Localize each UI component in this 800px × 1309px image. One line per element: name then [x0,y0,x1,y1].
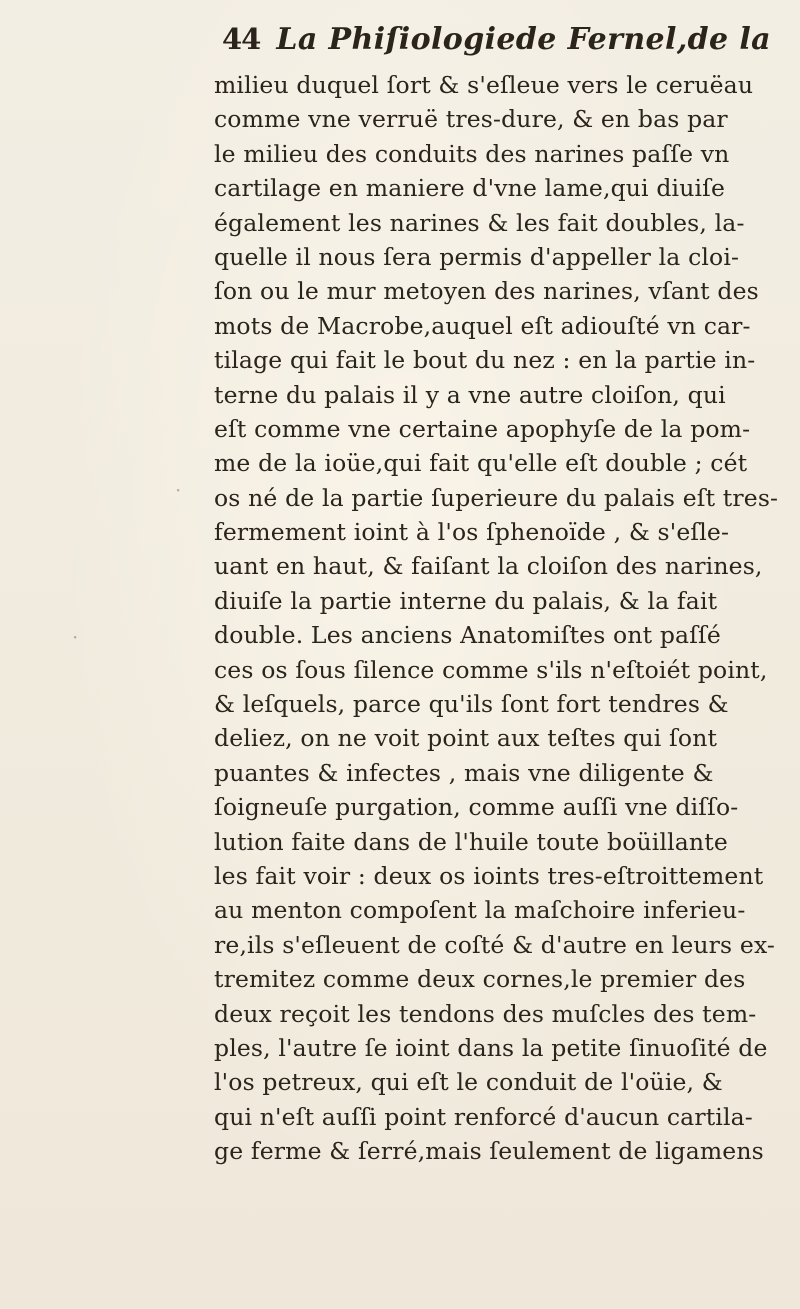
text-line: deux reçoit les tendons des muſcles des tem- [214,999,757,1028]
text-line: mots de Macrobe,auquel eſt adiouſté vn car- [214,311,751,340]
text-line: diuiſe la partie interne du palais, & la fait [214,586,718,615]
text-line: ge ferme & ſerré,mais ſeulement de ligamens [214,1137,764,1166]
text-line: lution faite dans de l'huile toute boüillante [214,827,728,856]
text-line: deliez, on ne voit point aux teſtes qui ſont [214,724,718,753]
text-line: ſon ou le mur metoyen des narines, vſant des [214,277,759,306]
text-line: cartilage en maniere d'vne lame,qui diuiſe [214,174,726,203]
running-title: La Phiſiologiede Fernel,de la [276,22,772,57]
text-line: le milieu des conduits des narines paſſe vn [214,139,730,168]
page-number: 44 [222,22,261,56]
text-line: qui n'eſt auſſi point renforcé d'aucun cartila- [214,1102,753,1131]
text-line: l'os petreux, qui eſt le conduit de l'oüie, & [214,1068,723,1097]
text-line: ſoigneuſe purgation, comme auſſi vne diſſo- [214,793,739,822]
text-line: fermement ioint à l'os ſphenoïde , & s'eſle- [214,518,730,547]
text-line: uant en haut, & faiſant la cloiſon des narines, [214,552,763,581]
text-line: ples, l'autre ſe ioint dans la petite ſinuoſité de [214,1033,768,1062]
text-line: tremitez comme deux cornes,le premier des [214,965,746,994]
text-line: double. Les anciens Anatomiſtes ont paſſé [214,621,721,650]
margin-mark: · [175,478,182,502]
text-line: eſt comme vne certaine apophyſe de la pom- [214,414,751,443]
text-line: au menton compoſent la maſchoire inferieu- [214,896,746,925]
text-line: & leſquels, parce qu'ils ſont fort tendres & [214,690,729,719]
text-line: me de la ioüe,qui fait qu'elle eſt double ; cét [214,449,748,478]
text-line: os né de la partie ſuperieure du palais eſt tres- [214,483,779,512]
margin-mark: · [72,625,79,649]
text-line: terne du palais il y a vne autre cloiſon, qui [214,380,726,409]
text-line: les fait voir : deux os ioints tres-eſtroittement [214,861,764,890]
text-line: milieu duquel ſort & s'eſleue vers le ceruëau [214,71,754,99]
text-line: tilage qui fait le bout du nez : en la partie in- [214,346,756,375]
text-line: re,ils s'eſleuent de coſté & d'autre en leurs ex- [214,930,776,959]
text-line: quelle il nous ſera permis d'appeller la cloi- [214,242,740,271]
text-line: comme vne verruë tres-dure, & en bas par [214,105,728,134]
body-text [214,68,782,1168]
text-line: ces os ſous ſilence comme s'ils n'eſtoiét point, [214,655,768,684]
text-line: puantes & infectes , mais vne diligente & [214,758,714,787]
text-line: également les narines & les fait doubles, la- [214,208,745,237]
